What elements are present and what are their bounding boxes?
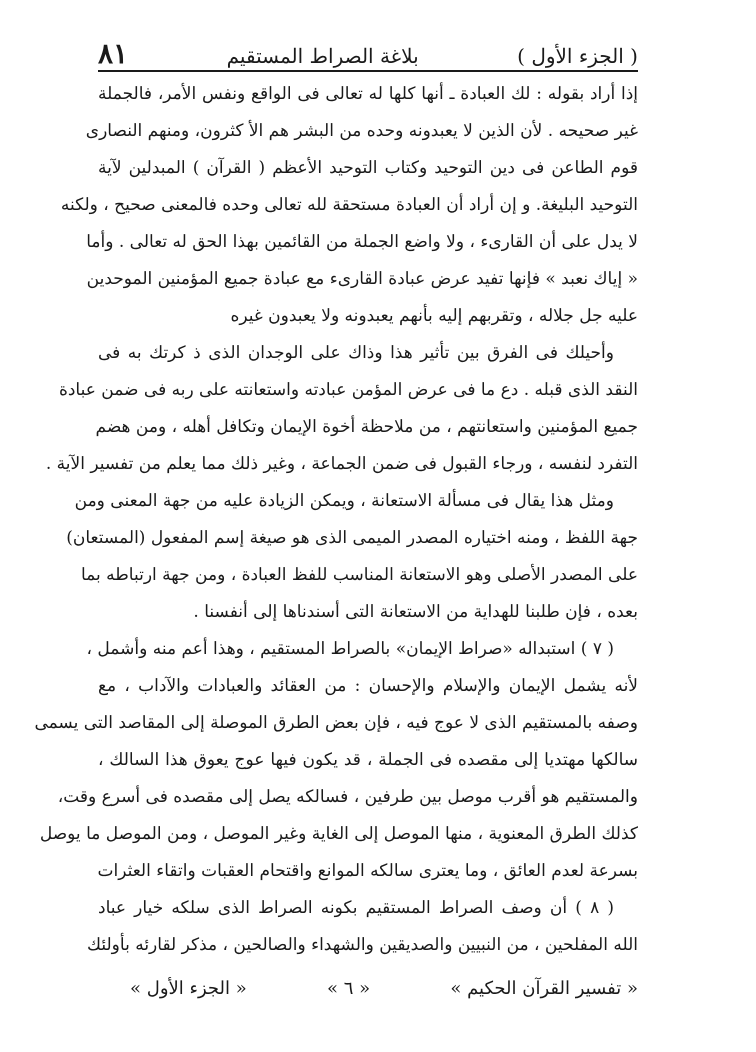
page-number: ٨١ <box>98 37 129 70</box>
text-line: ( ٨ ) أن وصف الصراط المستقيم بكونه الصراط الذى سلكه خيار عباد <box>98 898 614 918</box>
text-line: غير صحيحه . لأن الذين لا يعبدونه وحده من البشر هم الأ كثرون، ومنهم النصارى <box>85 121 638 141</box>
header-title: بلاغة الصراط المستقيم <box>226 44 419 68</box>
text-line: النقد الذى قبله . دع ما فى عرض المؤمن عبادته واستعانته على ربه فى ضمن عبادة <box>58 380 638 400</box>
text-line: بسرعة لعدم العائق ، وما يعترى سالكه الموانع واقتحام العقبات واتقاء العثرات <box>97 861 638 881</box>
footer-part-label: « الجزء الأول » <box>130 977 247 999</box>
text-line: سالكها مهتديا إلى مقصده فى الجملة ، قد يكون فيها عوج يعوق هذا السالك ، <box>98 750 638 770</box>
text-line: الله المفلحين ، من النبيين والصديقين والشهداء والصالحين ، مذكر لقارئه بأولئك <box>87 935 638 955</box>
body-text <box>34 76 638 964</box>
text-line: التفرد لنفسه ، ورجاء القبول فى ضمن الجماعة ، وغير ذلك مما يعلم من تفسير الآية . <box>45 454 638 474</box>
text-line: بعده ، فإن طلبنا للهداية من الاستعانة التى أسندناها إلى أنفسنا . <box>193 602 638 622</box>
text-line: التوحيد البليغة. و إن أراد أن العبادة مستحقة لله تعالى وحده فالمعنى صحيح ، ولكنه <box>60 195 638 215</box>
text-line: جهة اللفظ ، ومنه اختياره المصدر الميمى الذى هو صيغة إسم المفعول (المستعان) <box>66 528 638 548</box>
text-line: لأنه يشمل الإيمان والإسلام والإحسان : من العقائد والعبادات والآداب ، مع <box>98 676 638 696</box>
text-line: جميع المؤمنين واستعانتهم ، من ملاحظة أخوة الإيمان وتكافل أهله ، ومن هضم <box>95 417 638 437</box>
header-rule <box>98 70 638 72</box>
footer-number: « ٦ » <box>326 977 371 999</box>
header-part-label: ( الجزء الأول ) <box>517 44 638 68</box>
text-line: ومثل هذا يقال فى مسألة الاستعانة ، ويمكن الزيادة عليه من جهة المعنى ومن <box>74 491 614 511</box>
text-line: إذا أراد بقوله : لك العبادة ـ أنها كلها له تعالى فى الواقع ونفس الأمر، فالجملة <box>98 84 638 104</box>
text-line: ( ٧ ) استبداله «صراط الإيمان» بالصراط المستقيم ، وهذا أعم منه وأشمل ، <box>86 639 614 659</box>
text-line: قوم الطاعن فى دين التوحيد وكتاب التوحيد الأعظم ( القرآن ) المبدلين لآية <box>98 158 638 178</box>
text-line: وأحيلك فى الفرق بين تأثير هذا وذاك على الوجدان الذى ذ كرتك به فى <box>98 343 614 363</box>
text-line: لا يدل على أن القارىء ، ولا واضع الجملة من القائمين بهذا الحق له تعالى . وأما <box>86 232 638 252</box>
text-line: عليه جل جلاله ، وتقربهم إليه بأنهم يعبدونه ولا يعبدون غيره <box>230 306 638 326</box>
page-header <box>98 28 638 68</box>
text-line: كذلك الطرق المعنوية ، منها الموصل إلى الغاية وغير الموصل ، ومن الموصل ما يوصل <box>39 824 638 844</box>
page-footer <box>130 972 638 1004</box>
text-line: والمستقيم هو أقرب موصل بين طرفين ، فسالكه يصل إلى مقصده فى أسرع وقت، <box>57 787 638 807</box>
text-line: « إياك نعبد » فإنها تفيد عرض عبادة القارىء مع عبادة جميع المؤمنين الموحدين <box>86 269 638 289</box>
footer-book-title: « تفسير القرآن الحكيم » <box>450 977 638 999</box>
text-line: وصفه بالمستقيم الذى لا عوج فيه ، فإن بعض الطرق الموصلة إلى المقاصد التى يسمى <box>34 713 638 733</box>
text-line: على المصدر الأصلى وهو الاستعانة المناسب للفظ العبادة ، ومن جهة ارتباطه بما <box>81 565 638 585</box>
